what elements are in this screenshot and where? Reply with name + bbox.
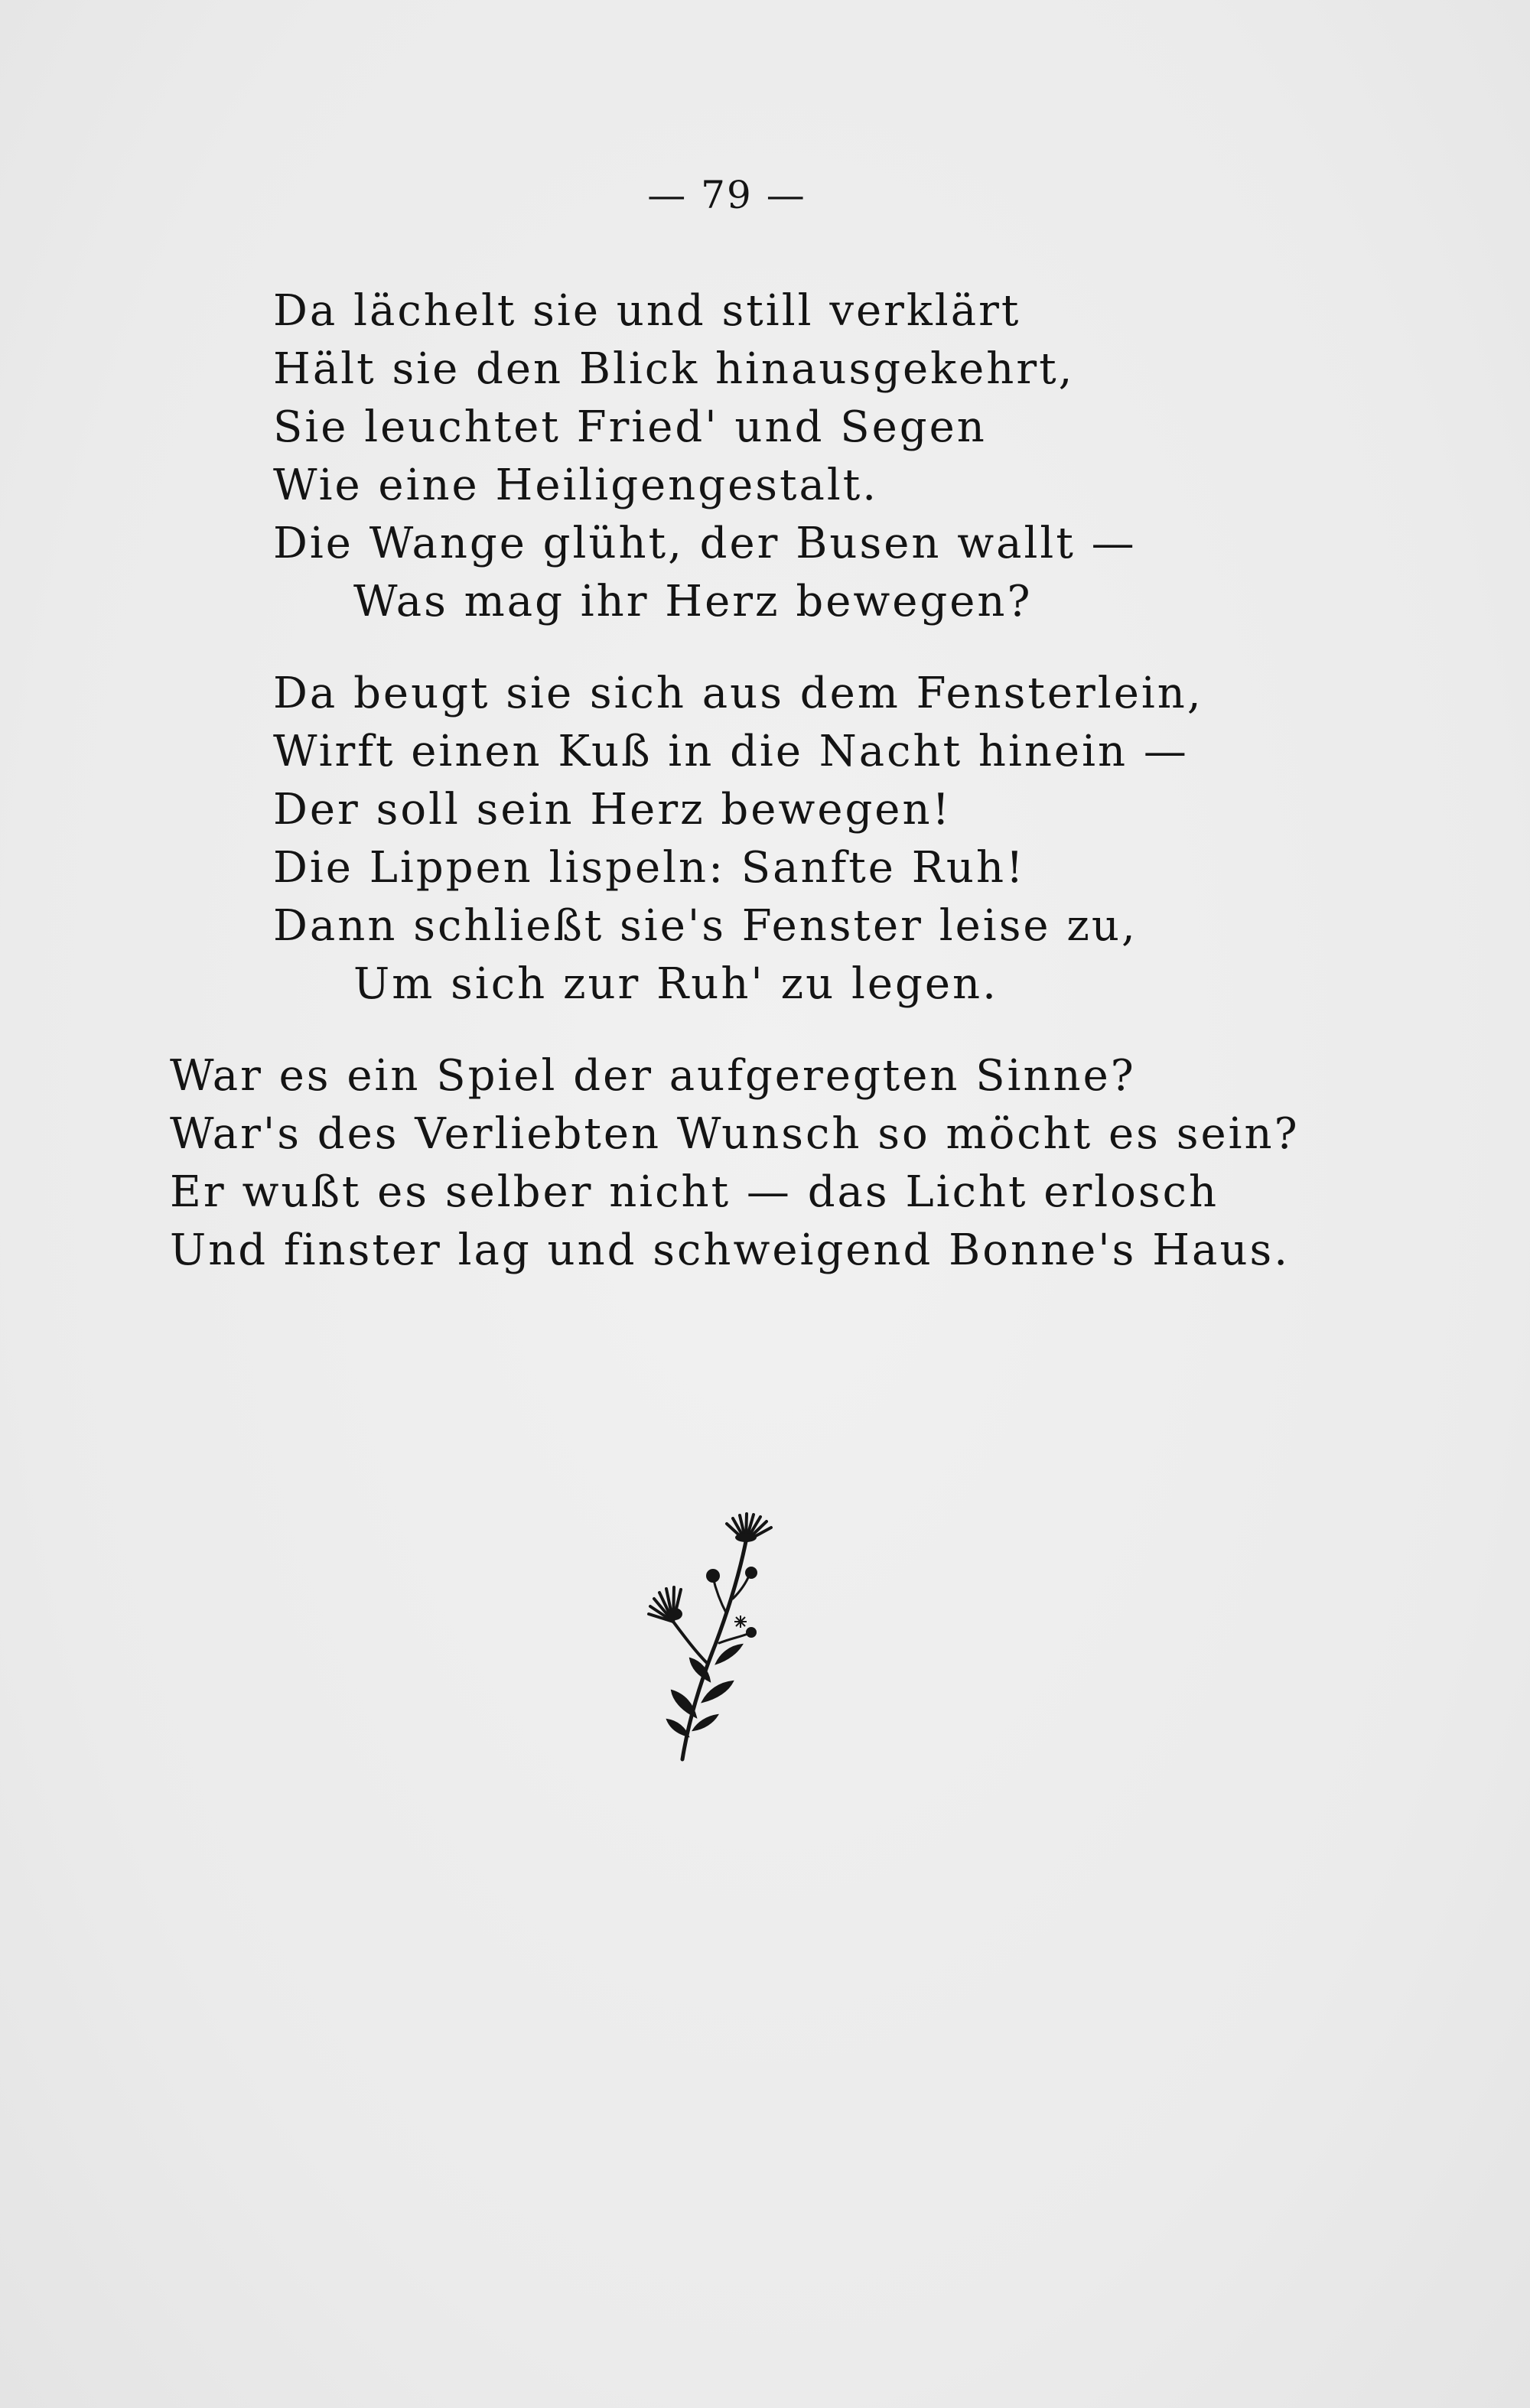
verse-line: Die Lippen lispeln: Sanfte Ruh! xyxy=(273,843,1026,893)
verse-line: Was mag ihr Herz bewegen? xyxy=(353,577,1033,626)
flower-sprig-icon xyxy=(643,1507,796,1775)
verse-line: Da lächelt sie und still verklärt xyxy=(273,286,1021,336)
verse-line: Wie eine Heiligengestalt. xyxy=(273,460,879,510)
verse-line: Hält sie den Blick hinausgekehrt, xyxy=(273,344,1075,394)
verse-line: Sie leuchtet Fried' und Segen xyxy=(273,402,987,452)
verse-line: Und finster lag und schweigend Bonne's Haus. xyxy=(170,1225,1291,1275)
verse-line: Wirft einen Kuß in die Nacht hinein — xyxy=(273,727,1189,776)
verse-line: Dann schließt sie's Fenster leise zu, xyxy=(273,901,1138,951)
verse-line: Der soll sein Herz bewegen! xyxy=(273,785,952,835)
page-number: — 79 — xyxy=(647,173,806,217)
verse-line: War's des Verliebten Wunsch so möcht es sein? xyxy=(170,1109,1300,1159)
verse-line: Er wußt es selber nicht — das Licht erlosch xyxy=(170,1167,1219,1217)
verse-line: Um sich zur Ruh' zu legen. xyxy=(353,959,998,1009)
verse-line: Die Wange glüht, der Busen wallt — xyxy=(273,519,1137,568)
verse-line: Da beugt sie sich aus dem Fensterlein, xyxy=(273,669,1203,718)
verse-line: War es ein Spiel der aufgeregten Sinne? xyxy=(170,1051,1136,1101)
